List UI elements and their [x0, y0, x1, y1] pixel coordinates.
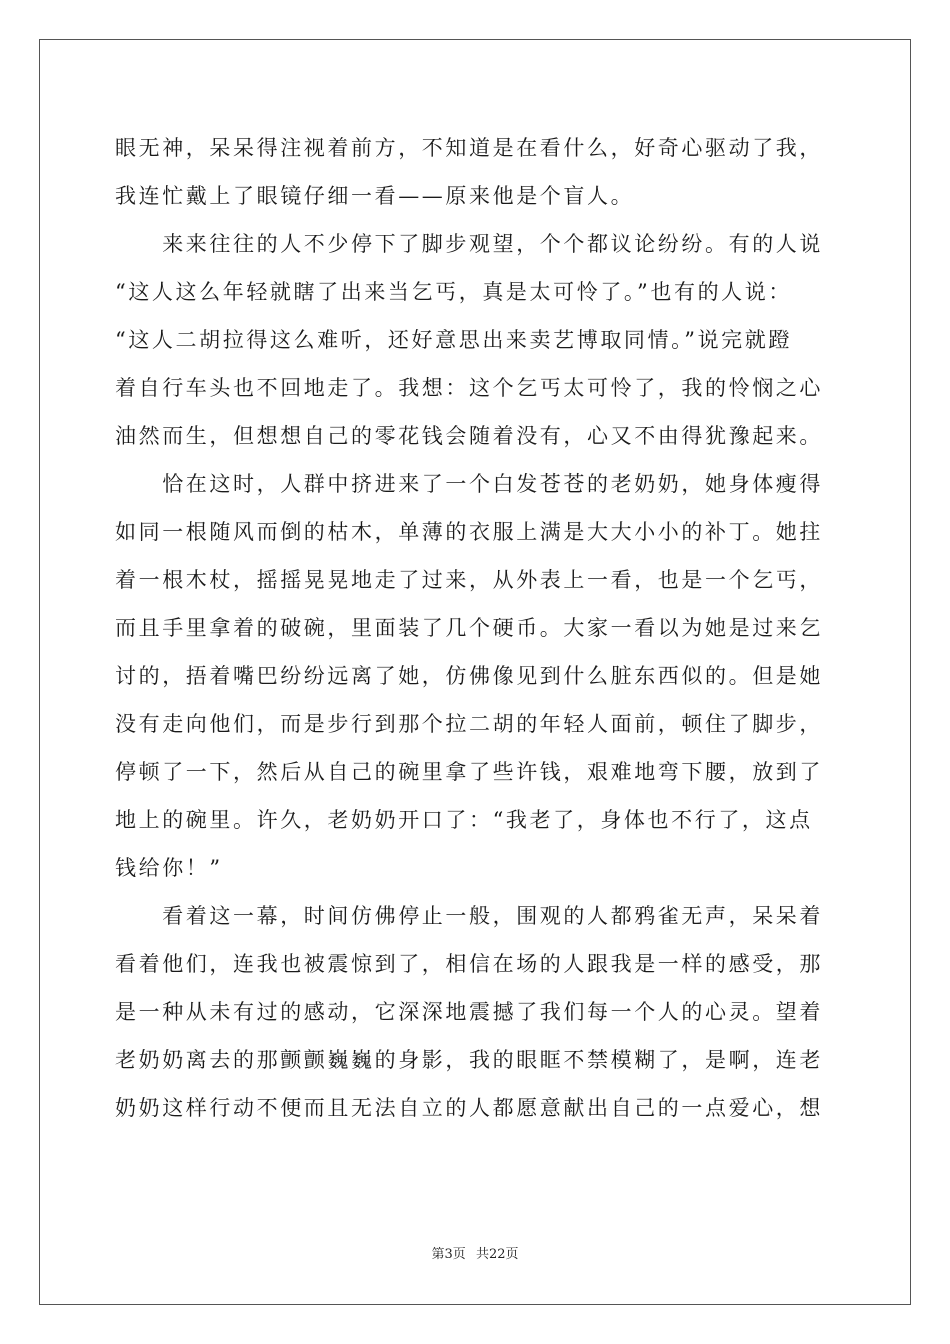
- text-line: 恰在这时，人群中挤进来了一个白发苍苍的老奶奶，她身体瘦得: [115, 472, 823, 496]
- text-line: 老奶奶离去的那颤颤巍巍的身影，我的眼眶不禁模糊了，是啊，连老: [115, 1048, 823, 1072]
- document-body: [115, 124, 835, 1132]
- page-footer: [0, 1247, 950, 1263]
- text-line: 讨的，捂着嘴巴纷纷远离了她，仿佛像见到什么脏东西似的。但是她: [115, 664, 823, 688]
- text-line: 奶奶这样行动不便而且无法自立的人都愿意献出自己的一点爱心，想: [115, 1096, 823, 1120]
- text-line: 看着他们，连我也被震惊到了，相信在场的人跟我是一样的感受，那: [115, 952, 823, 976]
- text-line: 我连忙戴上了眼镜仔细一看——原来他是个盲人。: [115, 184, 635, 208]
- text-line: 眼无神，呆呆得注视着前方，不知道是在看什么，好奇心驱动了我，: [115, 136, 823, 160]
- page-number: 第3页: [431, 1247, 466, 1262]
- text-line: 油然而生，但想想自己的零花钱会随着没有，心又不由得犹豫起来。: [115, 424, 823, 448]
- text-line: 着一根木杖，摇摇晃晃地走了过来，从外表上一看，也是一个乞丐，: [115, 568, 823, 592]
- text-line: 着自行车头也不回地走了。我想：这个乞丐太可怜了，我的怜悯之心: [115, 376, 823, 400]
- text-line: 钱给你！”: [115, 856, 223, 880]
- total-pages: 共22页: [475, 1247, 519, 1262]
- text-line: 而且手里拿着的破碗，里面装了几个硬币。大家一看以为她是过来乞: [115, 616, 823, 640]
- text-line: “这人二胡拉得这么难听，还好意思出来卖艺博取同情。”说完就蹬: [115, 328, 792, 352]
- text-line: 停顿了一下，然后从自己的碗里拿了些许钱，艰难地弯下腰，放到了: [115, 760, 823, 784]
- text-line: 来来往往的人不少停下了脚步观望，个个都议论纷纷。有的人说: [115, 232, 823, 256]
- text-line: 是一种从未有过的感动，它深深地震撼了我们每一个人的心灵。望着: [115, 1000, 823, 1024]
- text-line: “这人这么年轻就瞎了出来当乞丐，真是太可怜了。”也有的人说：: [115, 280, 792, 304]
- text-line: 看着这一幕，时间仿佛停止一般，围观的人都鸦雀无声，呆呆着: [115, 904, 823, 928]
- text-line: 地上的碗里。许久，老奶奶开口了：“我老了，身体也不行了，这点: [115, 808, 813, 832]
- text-line: 没有走向他们，而是步行到那个拉二胡的年轻人面前，顿住了脚步，: [115, 712, 823, 736]
- text-line: 如同一根随风而倒的枯木，单薄的衣服上满是大大小小的补丁。她拄: [115, 520, 823, 544]
